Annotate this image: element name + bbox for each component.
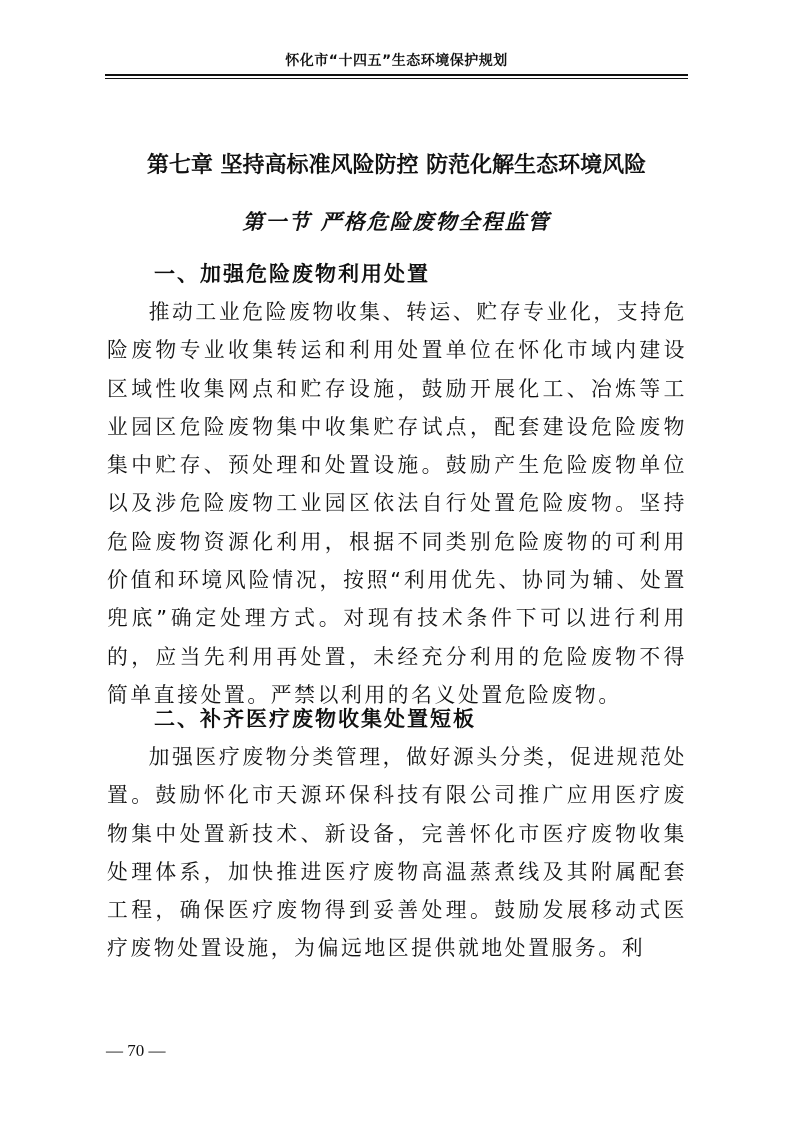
running-header: 怀化市“十四五”生态环境保护规划 (285, 53, 508, 69)
paragraph-1-text: 推动工业危险废物收集、转运、贮存专业化，支持危险废物专业收集转运和利用处置单位在怀化市域内建设区域性收集网点和贮存设施，鼓励开展化工、冶炼等工业园区危险废物集中收集贮存试点，配套建设危险废物集中贮存、预处理和处置设施。鼓励产生危险废物单位以及涉危险废物工业园区依法自行处置危险废物。坚持危险废物资源化利用，根据不同类别危险废物的可利用价值和环境风险情况，按照“利用优先、协同为辅、处置兜底”确定处理方式。对现有技术条件下可以进行利用的，应当先利用再处置，未经充分利用的危险废物不得简单直接处置。严禁以利用的名义处置危险废物。 (107, 300, 687, 707)
paragraph-2 (107, 738, 687, 968)
section-title: 第一节 严格危险废物全程监管 (242, 210, 551, 234)
paragraph-1 (107, 293, 687, 714)
subsection-heading-1: 一、加强危险废物利用处置 (154, 262, 430, 286)
chapter-title: 第七章 坚持高标准风险防控 防范化解生态环境风险 (146, 153, 647, 178)
paragraph-2-text: 加强医疗废物分类管理，做好源头分类，促进规范处置。鼓励怀化市天源环保科技有限公司推广应用医疗废物集中处置新技术、新设备，完善怀化市医疗废物收集处理体系，加快推进医疗废物高温蒸煮线及其附属配套工程，确保医疗废物得到妥善处理。鼓励发展移动式医疗废物处置设施，为偏远地区提供就地处置服务。利 (107, 745, 687, 961)
header-rule (105, 74, 688, 79)
page-number: — 70 — (106, 1041, 166, 1060)
subsection-heading-2: 二、补齐医疗废物收集处置短板 (154, 707, 476, 731)
